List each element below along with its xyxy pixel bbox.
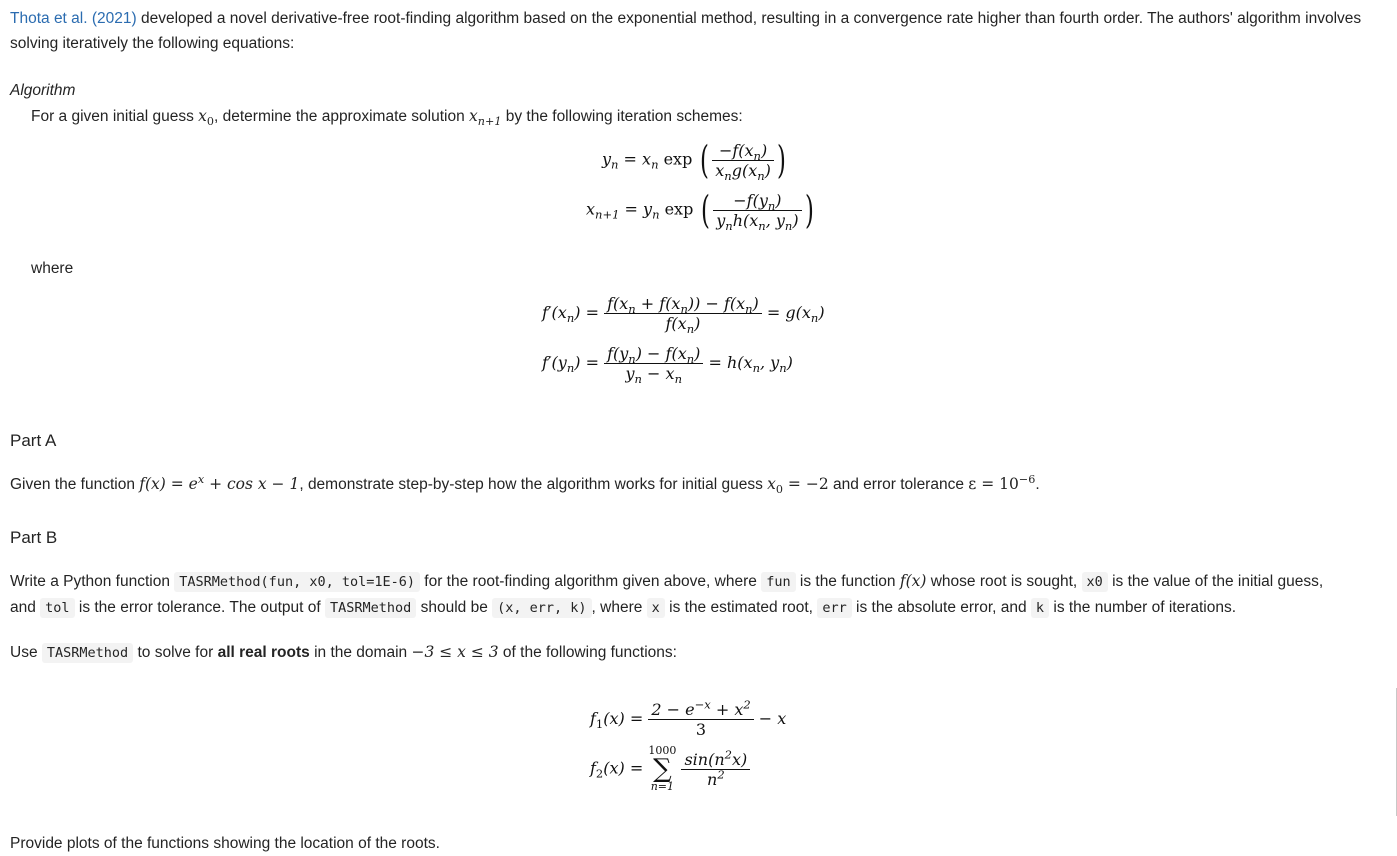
- algorithm-description: For a given initial guess $x_0$, determine the approximate solution $x_{n+1}$ by the following iteration schemes:: [31, 107, 743, 129]
- equation-f1: $f_1(x)$ = $\frac{2 - e^{-x} + x^2}{3}$ − x: [590, 697, 787, 739]
- citation-link[interactable]: Thota et al. (2021): [10, 10, 137, 27]
- part-a-text: Given the function $f(x) = e^x + \cos x - 1$, demonstrate step-by-step how the algorithm works for initial guess $x_0 = -2$ and error tolerance $\varepsilon = 10^{-6}$.: [10, 472, 1040, 497]
- code-err: err: [817, 598, 851, 618]
- part-b-heading: Part B: [10, 528, 58, 547]
- equation-g: $f'(x_n)$ = $\frac{f(x_n + f(x_n)) - f(x_n)}{f(x_n)}$ = $g(x_n)$: [542, 294, 825, 337]
- code-k: k: [1031, 598, 1049, 618]
- code-tol: tol: [40, 598, 74, 618]
- equation-xn1: $x_{n+1} = y_n$ exp ( $\frac{-f(y_n)}{y_nh(x_n, y_n)}$ ): [586, 188, 814, 233]
- part-a-heading: Part A: [10, 431, 57, 450]
- use-instructions: Use TASRMethod to solve for all real roots in the domain −3 ≤ x ≤ 3 of the following functions:: [10, 643, 677, 661]
- summation: 1000 ∑ n=1: [648, 744, 677, 793]
- algorithm-title: Algorithm: [10, 82, 76, 99]
- equation-h: $f'(y_n)$ = $\frac{f(y_n) - f(x_n)}{y_n - x_n}$ = $h(x_n$, $y_n$): [542, 344, 793, 387]
- equation-f2: $f_2(x)$ = 1000 ∑ n=1 $\frac{\sin(n^2x)}{n^2}$: [590, 744, 750, 794]
- where-label: where: [31, 260, 74, 277]
- equation-yn: $y_n = x_n$ exp ( $\frac{-f(x_n)}{x_ng(x_n)}$ ): [602, 138, 786, 183]
- code-signature: TASRMethod(fun, x0, tol=1E-6): [174, 572, 420, 592]
- code-method: TASRMethod: [42, 643, 133, 663]
- intro-paragraph: Thota et al. (2021) developed a novel derivative-free root-finding algorithm based on the exponential method, resulting in a convergence rate higher than fourth order. The authors' algorithm involves solving iteratively the following equations:: [10, 10, 1362, 52]
- plots-instruction: Provide plots of the functions showing the location of the roots.: [10, 835, 440, 852]
- code-x0: x0: [1082, 572, 1108, 592]
- code-name: TASRMethod: [325, 598, 416, 618]
- code-x: x: [647, 598, 665, 618]
- part-b-text: Write a Python function TASRMethod(fun, x0, tol=1E-6) for the root-finding algorithm given above, where fun is the function f(x) whose root is sought, x0 is the value of the initial guess, and tol is the error tolerance. The output of TASRMethod should be (x, err, k) , where x is the estimated root, err is the absolute error, and k is the number of iterations.: [10, 572, 1324, 616]
- code-fun: fun: [761, 572, 795, 592]
- code-output: (x, err, k): [492, 598, 591, 618]
